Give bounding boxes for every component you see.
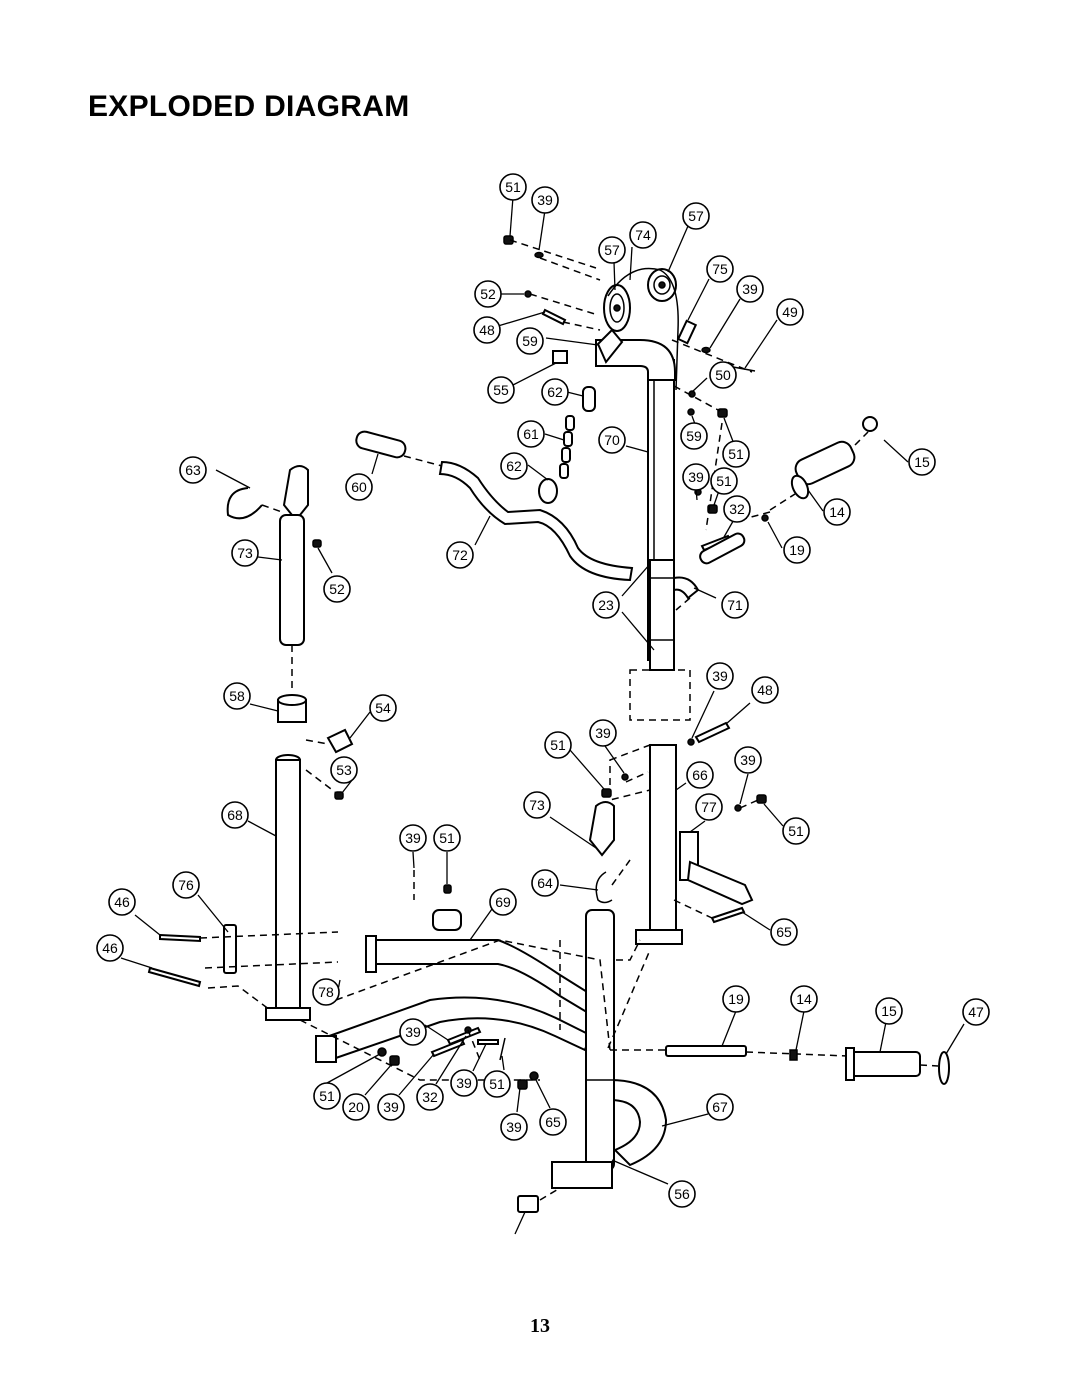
callout-label: 55 bbox=[493, 382, 509, 398]
callout-label: 20 bbox=[348, 1099, 364, 1115]
callout-19 bbox=[784, 537, 810, 563]
callout-label: 39 bbox=[456, 1075, 472, 1091]
callout-67 bbox=[707, 1094, 733, 1120]
callout-39 bbox=[532, 187, 558, 213]
washer-59 bbox=[688, 409, 694, 415]
washer-19 bbox=[762, 515, 768, 521]
callout-39 bbox=[683, 464, 709, 490]
callout-39 bbox=[501, 1114, 527, 1140]
base-65-right bbox=[610, 1080, 666, 1165]
callout-57 bbox=[599, 237, 625, 263]
callout-39 bbox=[378, 1094, 404, 1120]
callout-71 bbox=[722, 592, 748, 618]
bolt-46-right bbox=[712, 908, 744, 922]
callout-label: 77 bbox=[701, 799, 717, 815]
callout-label: 39 bbox=[742, 281, 758, 297]
plate-75 bbox=[678, 321, 696, 343]
callout-label: 76 bbox=[178, 877, 194, 893]
washer-39-top bbox=[535, 253, 543, 258]
callout-label: 51 bbox=[728, 446, 744, 462]
callout-77 bbox=[696, 794, 722, 820]
callout-label: 39 bbox=[537, 192, 553, 208]
callout-label: 71 bbox=[727, 597, 743, 613]
callout-51 bbox=[545, 732, 571, 758]
callout-label: 39 bbox=[383, 1099, 399, 1115]
callout-14 bbox=[824, 499, 850, 525]
callout-label: 50 bbox=[715, 367, 731, 383]
callout-label: 66 bbox=[692, 767, 708, 783]
callout-label: 62 bbox=[506, 458, 522, 474]
upright-68 bbox=[276, 760, 300, 1010]
callout-51 bbox=[500, 174, 526, 200]
callout-label: 63 bbox=[185, 462, 201, 478]
callout-label: 59 bbox=[686, 428, 702, 444]
callout-label: 72 bbox=[452, 547, 468, 563]
nut-51-base bbox=[444, 885, 451, 893]
callout-label: 51 bbox=[550, 737, 566, 753]
bolt-32-bottom bbox=[478, 1040, 498, 1044]
callout-label: 51 bbox=[489, 1076, 505, 1092]
callout-label: 59 bbox=[522, 333, 538, 349]
callout-51 bbox=[484, 1071, 510, 1097]
callout-label: 47 bbox=[968, 1004, 984, 1020]
callout-39 bbox=[590, 720, 616, 746]
tube-69-stub bbox=[433, 910, 461, 930]
callout-label: 19 bbox=[728, 991, 744, 1007]
callout-39 bbox=[400, 825, 426, 851]
callout-label: 23 bbox=[598, 597, 614, 613]
bolt-47 bbox=[448, 1028, 480, 1044]
handle-60 bbox=[355, 430, 408, 459]
nut-51-m2 bbox=[602, 789, 611, 797]
callout-label: 51 bbox=[716, 473, 732, 489]
callout-69 bbox=[490, 889, 516, 915]
callout-48 bbox=[752, 677, 778, 703]
callout-label: 46 bbox=[102, 940, 118, 956]
post-64 bbox=[586, 910, 614, 1170]
callout-label: 39 bbox=[595, 725, 611, 741]
callout-78 bbox=[313, 979, 339, 1005]
cable-end-55 bbox=[553, 351, 567, 363]
collar-15-top bbox=[863, 417, 877, 431]
callout-label: 78 bbox=[318, 984, 334, 1000]
callout-label: 32 bbox=[729, 501, 745, 517]
plate-76 bbox=[224, 925, 236, 973]
callout-46 bbox=[109, 889, 135, 915]
nut-53 bbox=[335, 792, 343, 799]
callout-label: 74 bbox=[635, 227, 651, 243]
callout-label: 19 bbox=[789, 542, 805, 558]
callout-62 bbox=[501, 453, 527, 479]
callout-73 bbox=[524, 792, 550, 818]
callout-70 bbox=[599, 427, 625, 453]
callout-39 bbox=[737, 276, 763, 302]
callout-label: 61 bbox=[523, 426, 539, 442]
bolt-46-b bbox=[149, 968, 200, 986]
callout-label: 69 bbox=[495, 894, 511, 910]
callout-label: 15 bbox=[881, 1003, 897, 1019]
leg-extension-77 bbox=[680, 832, 752, 904]
callout-66 bbox=[687, 762, 713, 788]
callout-label: 73 bbox=[529, 797, 545, 813]
callout-74 bbox=[630, 222, 656, 248]
washer-39-right bbox=[702, 348, 710, 353]
base-65-left bbox=[318, 998, 590, 1061]
callout-label: 52 bbox=[329, 581, 345, 597]
callout-label: 56 bbox=[674, 1186, 690, 1202]
callout-49 bbox=[777, 299, 803, 325]
post-73-left bbox=[280, 515, 304, 645]
callout-label: 62 bbox=[547, 384, 563, 400]
callout-51 bbox=[711, 468, 737, 494]
callout-label: 39 bbox=[688, 469, 704, 485]
callout-51 bbox=[314, 1083, 340, 1109]
callout-label: 70 bbox=[604, 432, 620, 448]
pulley-57-right bbox=[648, 269, 676, 301]
callout-15 bbox=[876, 998, 902, 1024]
chain-61 bbox=[560, 416, 574, 478]
chain-link-62-top bbox=[583, 387, 595, 411]
callout-59 bbox=[681, 423, 707, 449]
callout-64 bbox=[532, 870, 558, 896]
nut-52-left bbox=[313, 540, 321, 547]
nut-51-r bbox=[757, 795, 766, 803]
callout-58 bbox=[224, 683, 250, 709]
callout-label: 67 bbox=[712, 1099, 728, 1115]
callout-label: 52 bbox=[480, 286, 496, 302]
callout-65 bbox=[771, 919, 797, 945]
j-hook-64 bbox=[596, 872, 612, 903]
callout-label: 49 bbox=[782, 304, 798, 320]
callout-59 bbox=[517, 328, 543, 354]
callout-label: 39 bbox=[506, 1119, 522, 1135]
sleeve-14-bottom bbox=[848, 1052, 920, 1076]
callout-32 bbox=[724, 496, 750, 522]
callout-47 bbox=[963, 999, 989, 1025]
callout-72 bbox=[447, 542, 473, 568]
callout-label: 60 bbox=[351, 479, 367, 495]
top-arm bbox=[596, 330, 675, 380]
bolt-48-top bbox=[543, 310, 565, 324]
callout-label: 39 bbox=[405, 1024, 421, 1040]
callout-label: 32 bbox=[422, 1089, 438, 1105]
callout-20 bbox=[343, 1094, 369, 1120]
pulley-57-left bbox=[604, 285, 630, 331]
callout-68 bbox=[222, 802, 248, 828]
callout-51 bbox=[434, 825, 460, 851]
callout-73 bbox=[232, 540, 258, 566]
nut-51-b2 bbox=[518, 1080, 527, 1089]
callout-label: 48 bbox=[757, 682, 773, 698]
pin-63 bbox=[228, 488, 262, 518]
callout-56 bbox=[669, 1181, 695, 1207]
callout-15 bbox=[909, 449, 935, 475]
callout-label: 75 bbox=[712, 261, 728, 277]
page-number: 13 bbox=[530, 1315, 550, 1337]
callout-61 bbox=[518, 421, 544, 447]
callout-60 bbox=[346, 474, 372, 500]
callout-label: 15 bbox=[914, 454, 930, 470]
callout-label: 46 bbox=[114, 894, 130, 910]
callout-65 bbox=[540, 1109, 566, 1135]
callout-48 bbox=[474, 317, 500, 343]
callout-52 bbox=[475, 281, 501, 307]
callout-54 bbox=[370, 695, 396, 721]
callout-label: 57 bbox=[604, 242, 620, 258]
upright-66 bbox=[650, 745, 676, 930]
callout-label: 51 bbox=[788, 823, 804, 839]
washer-39-m2 bbox=[622, 774, 628, 780]
callout-52 bbox=[324, 576, 350, 602]
callout-46 bbox=[97, 935, 123, 961]
callout-label: 14 bbox=[829, 504, 845, 520]
callout-label: 64 bbox=[537, 875, 553, 891]
callout-76 bbox=[173, 872, 199, 898]
callout-39 bbox=[735, 747, 761, 773]
callout-label: 51 bbox=[439, 830, 455, 846]
washer-39-mid bbox=[688, 739, 694, 745]
callout-label: 14 bbox=[796, 991, 812, 1007]
bolt-48-mid bbox=[696, 723, 729, 742]
callout-label: 54 bbox=[375, 700, 391, 716]
callout-label: 65 bbox=[776, 924, 792, 940]
callout-label: 51 bbox=[319, 1088, 335, 1104]
bolt-46-a bbox=[160, 935, 200, 941]
callout-label: 51 bbox=[505, 179, 521, 195]
end-cap-56 bbox=[518, 1196, 538, 1212]
nut-51-b1 bbox=[390, 1056, 399, 1065]
callout-39 bbox=[451, 1070, 477, 1096]
collar-15-bottom bbox=[939, 1052, 949, 1084]
callout-label: 57 bbox=[688, 208, 704, 224]
callout-57 bbox=[683, 203, 709, 229]
callout-label: 39 bbox=[712, 668, 728, 684]
callout-label: 53 bbox=[336, 762, 352, 778]
callout-label: 39 bbox=[740, 752, 756, 768]
callout-label: 48 bbox=[479, 322, 495, 338]
handle-60-dash bbox=[404, 456, 442, 466]
callout-75 bbox=[707, 256, 733, 282]
callout-50 bbox=[710, 362, 736, 388]
callout-14 bbox=[791, 986, 817, 1012]
callout-32 bbox=[417, 1084, 443, 1110]
callout-55 bbox=[488, 377, 514, 403]
callout-62 bbox=[542, 379, 568, 405]
page-title: EXPLODED DIAGRAM bbox=[88, 90, 410, 123]
callout-19 bbox=[723, 986, 749, 1012]
callout-53 bbox=[331, 757, 357, 783]
callout-51 bbox=[723, 441, 749, 467]
callout-label: 39 bbox=[405, 830, 421, 846]
callout-39 bbox=[400, 1019, 426, 1045]
callout-63 bbox=[180, 457, 206, 483]
callout-label: 68 bbox=[227, 807, 243, 823]
chain-link-62-bottom bbox=[539, 479, 557, 503]
washer-39-b2 bbox=[530, 1072, 538, 1080]
callout-label: 73 bbox=[237, 545, 253, 561]
foot-67 bbox=[552, 1162, 612, 1188]
callout-label: 58 bbox=[229, 688, 245, 704]
washer-19-bottom bbox=[790, 1050, 797, 1060]
leader-lines bbox=[121, 197, 964, 1234]
bar-78 bbox=[666, 1046, 746, 1056]
j-hook-73-left bbox=[284, 466, 308, 520]
callout-label: 65 bbox=[545, 1114, 561, 1130]
callout-23 bbox=[593, 592, 619, 618]
callout-39 bbox=[707, 663, 733, 689]
callout-51 bbox=[783, 818, 809, 844]
knob-54 bbox=[328, 730, 352, 752]
